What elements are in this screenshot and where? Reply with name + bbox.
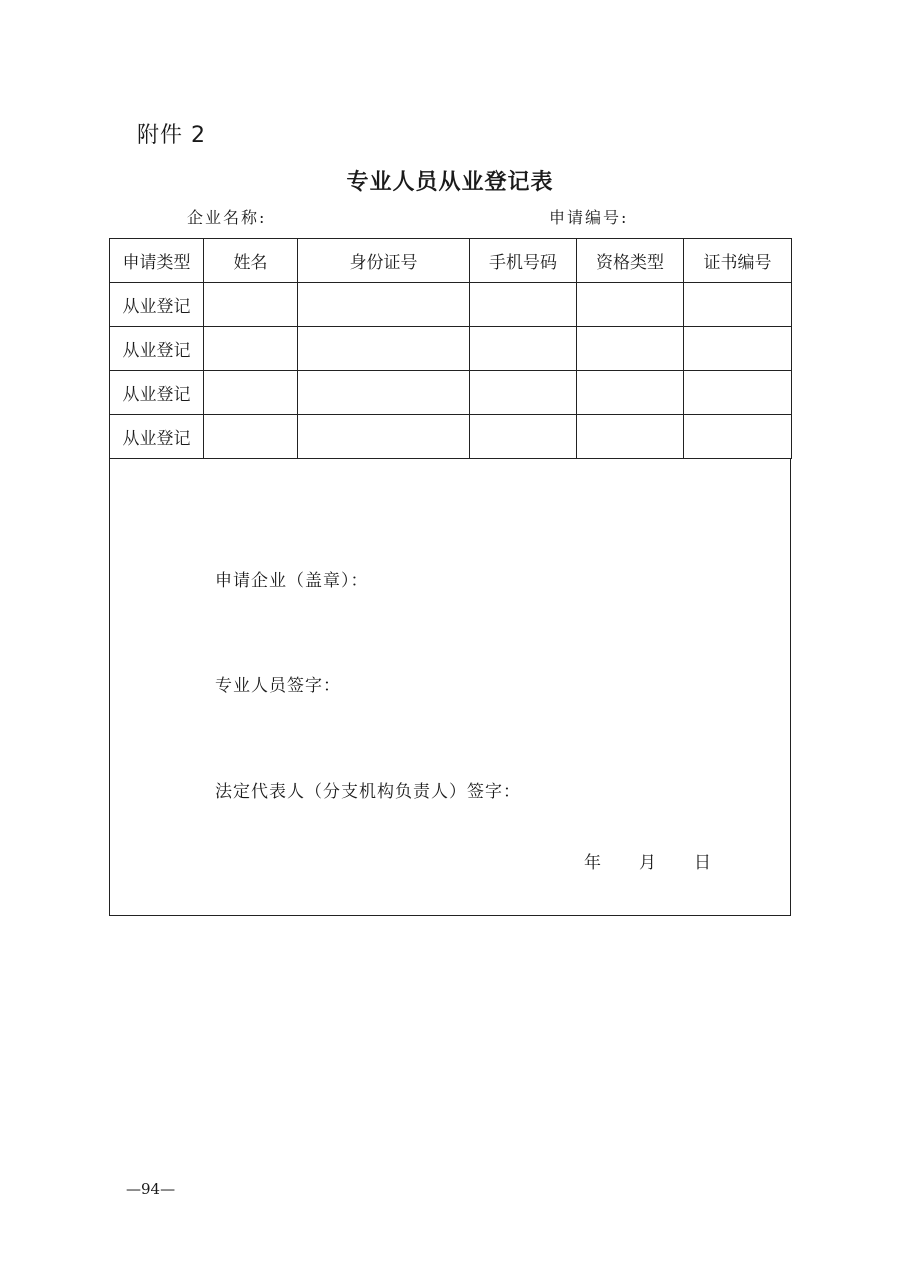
certificate-number-cell[interactable] xyxy=(684,415,792,459)
application-number-field xyxy=(549,205,628,228)
table-row xyxy=(110,283,792,327)
company-name-label: 企业名称: xyxy=(187,208,267,227)
signature-section xyxy=(109,458,791,916)
table-row xyxy=(110,327,792,371)
attachment-label: 附件 2 xyxy=(137,123,206,148)
phone-cell[interactable] xyxy=(470,327,577,371)
application-type-cell: 从业登记 xyxy=(110,327,204,371)
application-type-cell: 从业登记 xyxy=(110,283,204,327)
legal-representative-signature-label: 法定代表人（分支机构负责人）签字： xyxy=(215,782,521,802)
qualification-cell[interactable] xyxy=(577,371,684,415)
name-cell[interactable] xyxy=(204,327,298,371)
date-year-label: 年 xyxy=(584,853,601,873)
name-cell[interactable] xyxy=(204,371,298,415)
qualification-cell[interactable] xyxy=(577,415,684,459)
phone-cell[interactable] xyxy=(470,371,577,415)
name-cell[interactable] xyxy=(204,283,298,327)
id-number-cell[interactable] xyxy=(298,415,470,459)
header-cell: 身份证号 xyxy=(298,239,470,283)
certificate-number-cell[interactable] xyxy=(684,327,792,371)
page-number: —94— xyxy=(126,1180,176,1198)
id-number-cell[interactable] xyxy=(298,283,470,327)
header-cell: 手机号码 xyxy=(470,239,577,283)
header-cell: 证书编号 xyxy=(684,239,792,283)
table-header-row xyxy=(110,239,792,283)
certificate-number-cell[interactable] xyxy=(684,283,792,327)
phone-cell[interactable] xyxy=(470,283,577,327)
qualification-cell[interactable] xyxy=(577,283,684,327)
application-type-cell: 从业登记 xyxy=(110,371,204,415)
header-cell: 资格类型 xyxy=(577,239,684,283)
header-cell: 姓名 xyxy=(204,239,298,283)
id-number-cell[interactable] xyxy=(298,371,470,415)
table-row xyxy=(110,415,792,459)
application-type-cell: 从业登记 xyxy=(110,415,204,459)
header-cell: 申请类型 xyxy=(110,239,204,283)
professional-signature-label: 专业人员签字： xyxy=(215,676,341,696)
certificate-number-cell[interactable] xyxy=(684,371,792,415)
date-day-label: 日 xyxy=(694,853,711,873)
id-number-cell[interactable] xyxy=(298,327,470,371)
form-title: 专业人员从业登记表 xyxy=(346,170,554,195)
table-row xyxy=(110,371,792,415)
name-cell[interactable] xyxy=(204,415,298,459)
application-number-label: 申请编号: xyxy=(549,208,629,227)
registration-table xyxy=(109,238,792,459)
date-month-label: 月 xyxy=(639,853,656,873)
phone-cell[interactable] xyxy=(470,415,577,459)
company-seal-label: 申请企业（盖章）： xyxy=(215,571,369,591)
qualification-cell[interactable] xyxy=(577,327,684,371)
company-name-field xyxy=(187,205,266,228)
